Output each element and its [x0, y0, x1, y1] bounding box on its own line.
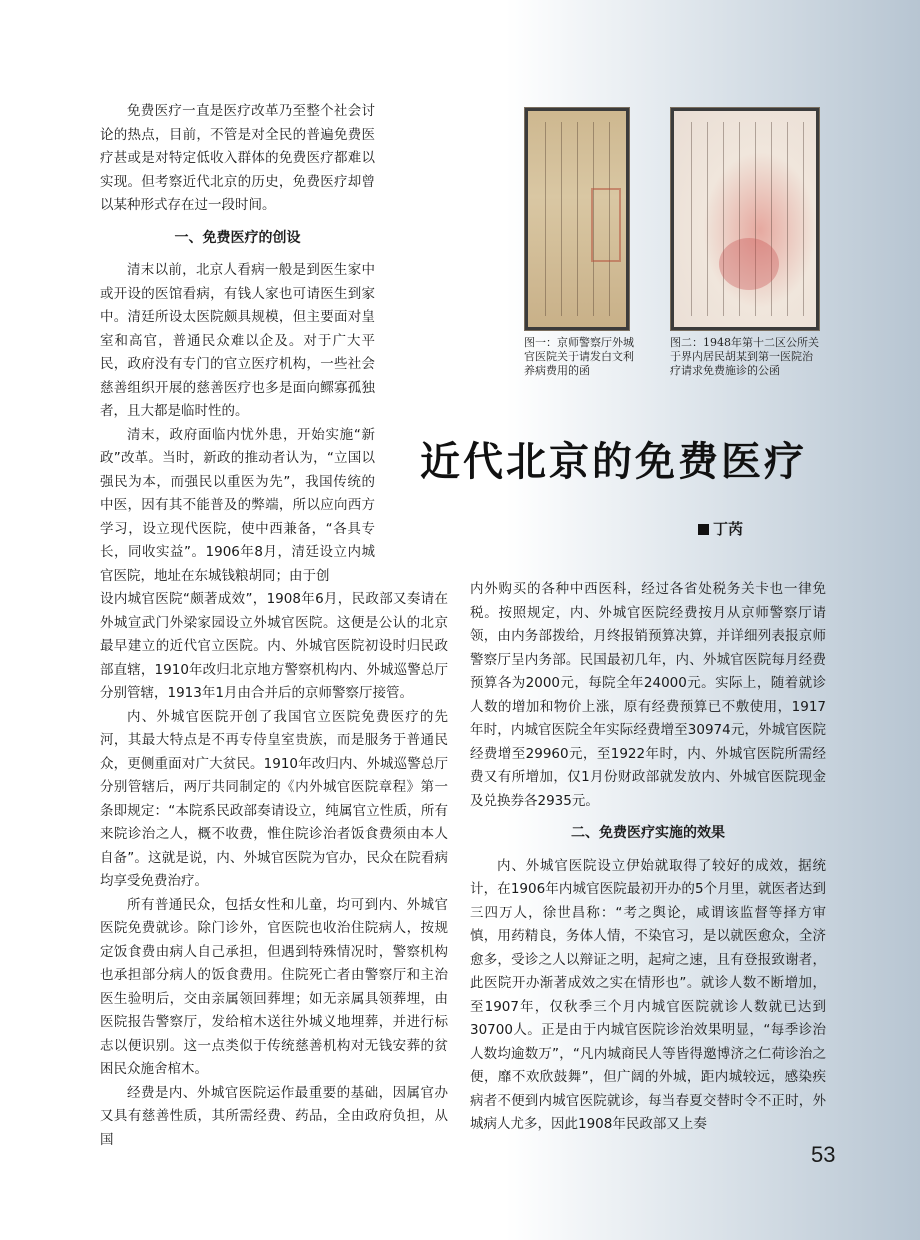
- figure-1-caption: 图一：京师警察厅外城官医院关于请发白文利养病费用的函: [524, 336, 634, 377]
- body-paragraph: 设内城官医院“颇著成效”，1908年6月，民政部又奏请在外城宣武门外梁家园设立外城官医院。这便是公认的北京最早建立的近代官立医院。内、外城官医院初设时归民政部直辖，1910年改归北京地方警察机构内、外城巡警总厅分别管辖，1913年1月由合并后的京师警察厅接管。: [100, 591, 448, 701]
- historical-document-photo: [670, 107, 820, 331]
- square-bullet-icon: [698, 524, 709, 535]
- body-paragraph: 清末以前，北京人看病一般是到医生家中或开设的医馆看病，有钱人家也可请医生到家中。清廷所设太医院颇具规模，但主要面对皇室和高官，普通民众难以企及。对于广大平民，政府没有专门的官立医疗机构，一些社会慈善组织开展的慈善医疗也多是面向鳏寡孤独者，且大都是临时性的。: [100, 262, 375, 419]
- body-paragraph: 清末，政府面临内忧外患，开始实施“新政”改革。当时，新政的推动者认为，“立国以强民为本，而强民以重医为先”，我国传统的中医，因有其不能普及的弊端，所以应向西方学习，设立现代医院，使中西兼备，“各具专长，同收实益”。1906年8月，清廷设立内城官医院，地址在东城钱粮胡同；由于创: [100, 426, 375, 584]
- section-heading: 二、免费医疗实施的效果: [571, 825, 725, 841]
- page-number: 53: [811, 1142, 836, 1167]
- section-heading: 一、免费医疗的创设: [174, 229, 301, 246]
- author-name: 丁芮: [713, 520, 744, 538]
- body-paragraph: 内、外城官医院设立伊始就取得了较好的成效，据统计，在1906年内城官医院最初开办的5个月里，就医者达到三四万人，徐世昌称：“考之舆论，咸谓该监督等择方审慎，用药精良，务体人情，不染官习，是以就医愈众，全济愈多，受诊之人以辩证之明，起疴之速，且有登报致谢者，此医院开办渐著成效之实在情形也”。就诊人数不断增加，至1907年，仅秋季三个月内城官医院就诊人数就已达到30700人。正是由于内城官医院诊治效果明显，“每季诊治人数均逾数万”，“凡内城商民人等皆得邀博济之仁荷诊治之便，靡不欢欣鼓舞”，但广阔的外城，距内城较远，感染疾病者不便到内城官医院就诊，每当春夏交替时令不正时，外城病人尤多，因此1908年民政部又上奏: [470, 857, 826, 1132]
- body-paragraph: 经费是内、外城官医院运作最重要的基础，因属官办又具有慈善性质，其所需经费、药品，全由政府负担，从国: [100, 1084, 448, 1148]
- intro-paragraph: 免费医疗一直是医疗改革乃至整个社会讨论的热点，目前，不管是对全民的普遍免费医疗甚或是对特定低收入群体的免费医疗都难以实现。但考察近代北京的历史，免费医疗却曾以某种形式存在过一段时间。: [100, 103, 375, 213]
- left-column: [100, 100, 448, 1152]
- author-byline: [698, 518, 743, 539]
- article-title: 近代北京的免费医疗: [420, 439, 807, 485]
- body-paragraph: 内外购买的各种中西医科，经过各省处税务关卡也一律免税。按照规定，内、外城官医院经费按月从京师警察厅请领，由内务部拨给，月终报销预算决算，并详细列表报京师警察厅呈内务部。民国最初几年，内、外城官医院每月经费预算各为2000元，每院全年24000元。实际上，随着就诊人数的增加和物价上涨，原有经费预算已不敷使用，1917年时，内城官医院全年实际经费增至30974元，外城官医院经费增至29960元，至1922年时，内、外城官医院所需经费又有所增加，仅1月份财政部就发放内、外城官医院现金及兑换券各2935元。: [470, 581, 826, 809]
- right-column: [470, 578, 826, 1137]
- figure-2-caption: 图二：1948年第十二区公所关于界内居民胡某到第一医院治疗请求免费施诊的公函: [670, 336, 819, 377]
- body-paragraph: 所有普通民众，包括女性和儿童，均可到内、外城官医院免费就诊。除门诊外，官医院也收治住院病人，按规定饭食费由病人自己承担，但遇到特殊情况时，警察机构也承担部分病人的饭食费用。住院死亡者由警察厅和主治医生验明后，交由亲属领回葬埋；如无亲属具领葬埋，由医院报告警察厅，发给棺木送往外城义地埋葬，并进行标志以便识别。这一点类似于传统慈善机构对无钱安葬的贫困民众施舍棺木。: [100, 896, 448, 1077]
- seal-stamp: [591, 188, 621, 262]
- historical-letter-photo: [524, 107, 630, 331]
- body-paragraph: 内、外城官医院开创了我国官立医院免费医疗的先河，其最大特点是不再专侍皇室贵族，而是服务于普通民众，更侧重面对广大贫民。1910年改归内、外城巡警总厅分别管辖后，两厅共同制定的《内外城官医院章程》第一条即规定：“本院系民政部奏请设立，纯属官立性质，所有来院诊治之人，概不收费，惟住院诊治者饭食费须由本人自备”。这就是说，内、外城官医院为官办，民众在院看病均享受免费治疗。: [100, 708, 448, 889]
- seal-stamp: [719, 238, 779, 290]
